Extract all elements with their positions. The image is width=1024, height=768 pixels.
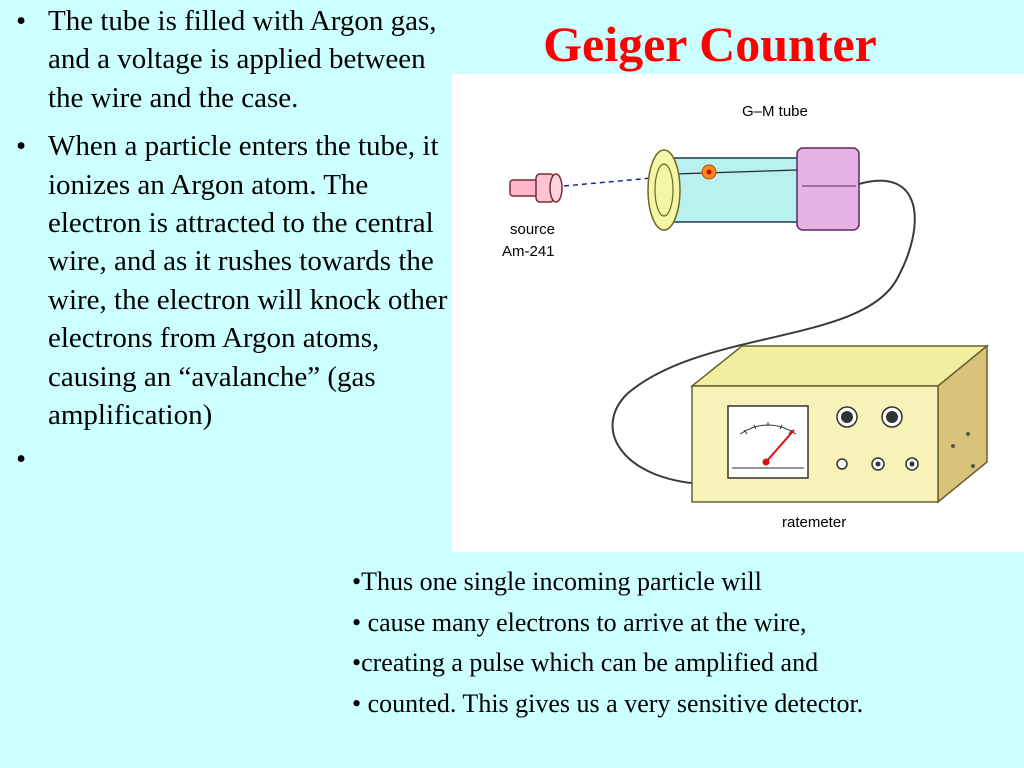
bottom-notes <box>352 562 1024 724</box>
radioactive-source-icon <box>510 174 562 202</box>
note-line-3: •creating a pulse which can be amplified and <box>352 648 819 678</box>
ratemeter-icon <box>692 346 987 502</box>
slide-title: Geiger Counter <box>543 16 877 72</box>
bullet-item-tube-filled: • The tube is filled with Argon gas, and a voltage is applied between the wire and the case. <box>14 2 454 117</box>
note-line-1: •Thus one single incoming particle will <box>352 567 762 596</box>
bullet-list <box>14 2 454 484</box>
source-label-line2: Am-241 <box>502 243 555 260</box>
note-line-4: • counted. This gives us a very sensitive detector. <box>352 688 864 718</box>
gm-tube-label: G–M tube <box>742 103 808 120</box>
bullet-item-empty <box>14 440 454 478</box>
bullet-item-particle-enters: • When a particle enters the tube, it ionizes an Argon atom. The electron is attracted to the central wire, and as it rushes towards the wire, the electron will knock other electrons from Argon atoms, causing an “avalanche” (gas amplification) <box>14 127 454 434</box>
geiger-counter-diagram <box>452 74 1024 552</box>
source-label-line1: source <box>510 221 556 238</box>
note-line-2: • cause many electrons to arrive at the wire, <box>352 607 807 637</box>
gm-tube-icon <box>648 148 859 230</box>
ratemeter-label: ratemeter <box>782 514 847 531</box>
particle-path-line <box>564 178 652 186</box>
